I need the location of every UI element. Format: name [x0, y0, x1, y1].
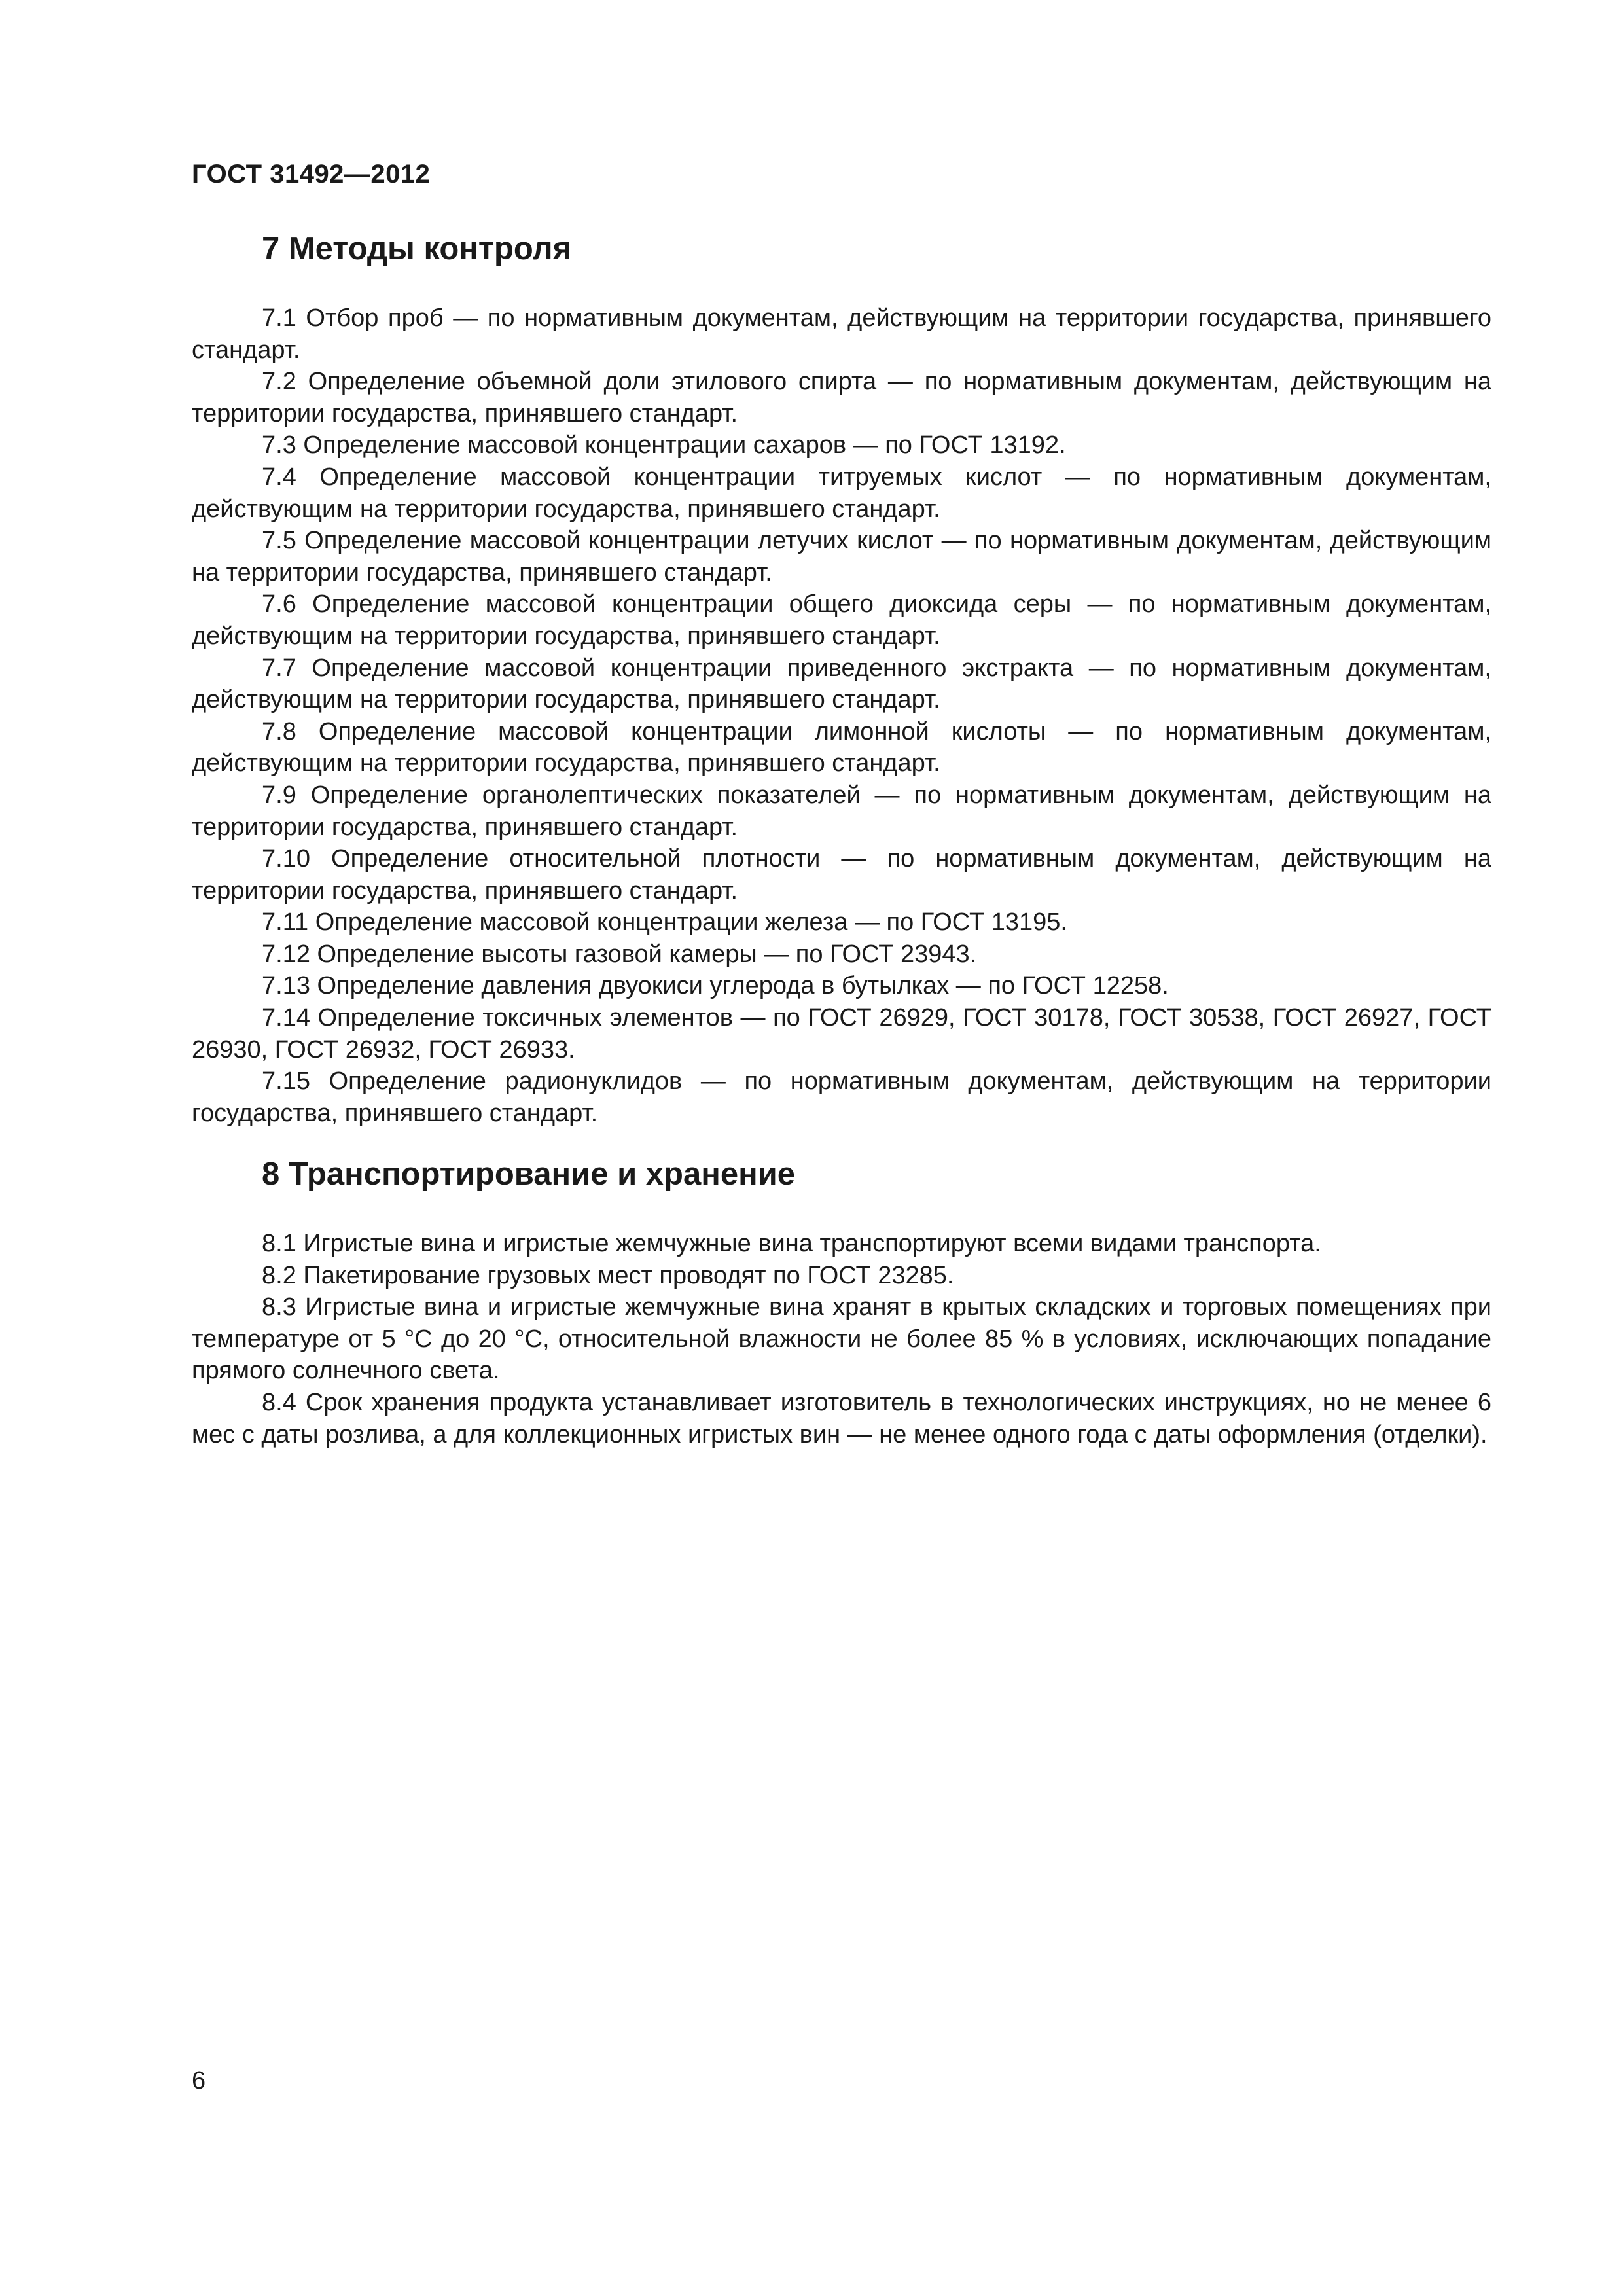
paragraph-7-8: 7.8 Определение массовой концентрации лимонной кислоты — по нормативным документам, действующим на территории государства, принявшего стандарт. — [192, 717, 1491, 778]
section-title: 7 Методы контроля — [262, 231, 572, 266]
paragraph-7-5: 7.5 Определение массовой концентрации летучих кислот — по нормативным документам, действующим на территории государства, принявшего стандарт. — [192, 527, 1491, 586]
paragraph-7-14: 7.14 Определение токсичных элементов — по ГОСТ 26929, ГОСТ 30178, ГОСТ 30538, ГОСТ 26927, ГОСТ 26930, ГОСТ 26932, ГОСТ 26933. — [192, 1004, 1491, 1064]
paragraph-7-3: 7.3 Определение массовой концентрации сахаров — по ГОСТ 13192. — [262, 431, 1066, 459]
paragraph-8-1: 8.1 Игристые вина и игристые жемчужные вина транспортируют всеми видами транспорта. — [262, 1230, 1321, 1257]
section-transport-storage — [192, 1153, 1491, 1450]
page-number: 6 — [192, 2067, 206, 2094]
paragraph-8-3: 8.3 Игристые вина и игристые жемчужные вина хранят в крытых складских и торговых помещениях при температуре от 5 °С до 20 °С, относительной влажности не более 85 % в условиях, исключающих попадание прямого солнечного света. — [192, 1293, 1491, 1385]
paragraph-7-9: 7.9 Определение органолептических показателей — по нормативным документам, действующим на территории государства, принявшего стандарт. — [192, 781, 1491, 841]
paragraph-8-2: 8.2 Пакетирование грузовых мест проводят по ГОСТ 23285. — [262, 1261, 954, 1289]
paragraph-7-2: 7.2 Определение объемной доли этилового спирта — по нормативным документам, действующим на территории государства, принявшего стандарт. — [192, 368, 1491, 427]
paragraph-7-15: 7.15 Определение радионуклидов — по нормативным документам, действующим на территории государства, принявшего стандарт. — [192, 1067, 1491, 1127]
paragraph-7-7: 7.7 Определение массовой концентрации приведенного экстракта — по нормативным документам, действующим на территории государства, принявшего стандарт. — [192, 654, 1491, 714]
paragraph-7-10: 7.10 Определение относительной плотности — по нормативным документам, действующим на территории государства, принявшего стандарт. — [192, 845, 1491, 905]
document-code: ГОСТ 31492—2012 — [192, 160, 431, 188]
paragraph-7-11: 7.11 Определение массовой концентрации железа — по ГОСТ 13195. — [262, 908, 1067, 937]
paragraph-7-13: 7.13 Определение давления двуокиси углерода в бутылках — по ГОСТ 12258. — [262, 972, 1169, 1000]
paragraph-8-4: 8.4 Срок хранения продукта устанавливает изготовитель в технологических инструкциях, но не менее 6 мес с даты розлива, а для коллекционных игристых вин — не менее одного года с даты оформления (отделки). — [192, 1388, 1491, 1448]
section-control-methods — [192, 228, 1491, 1129]
section-title: 8 Транспортирование и хранение — [262, 1157, 796, 1192]
paragraph-7-1: 7.1 Отбор проб — по нормативным документам, действующим на территории государства, принявшего стандарт. — [192, 304, 1491, 364]
paragraph-7-12: 7.12 Определение высоты газовой камеры — по ГОСТ 23943. — [262, 940, 977, 968]
paragraph-7-6: 7.6 Определение массовой концентрации общего диоксида серы — по нормативным документам, действующим на территории государства, принявшего стандарт. — [192, 590, 1491, 650]
paragraph-7-4: 7.4 Определение массовой концентрации титруемых кислот — по нормативным документам, действующим на территории государства, принявшего стандарт. — [192, 463, 1491, 523]
